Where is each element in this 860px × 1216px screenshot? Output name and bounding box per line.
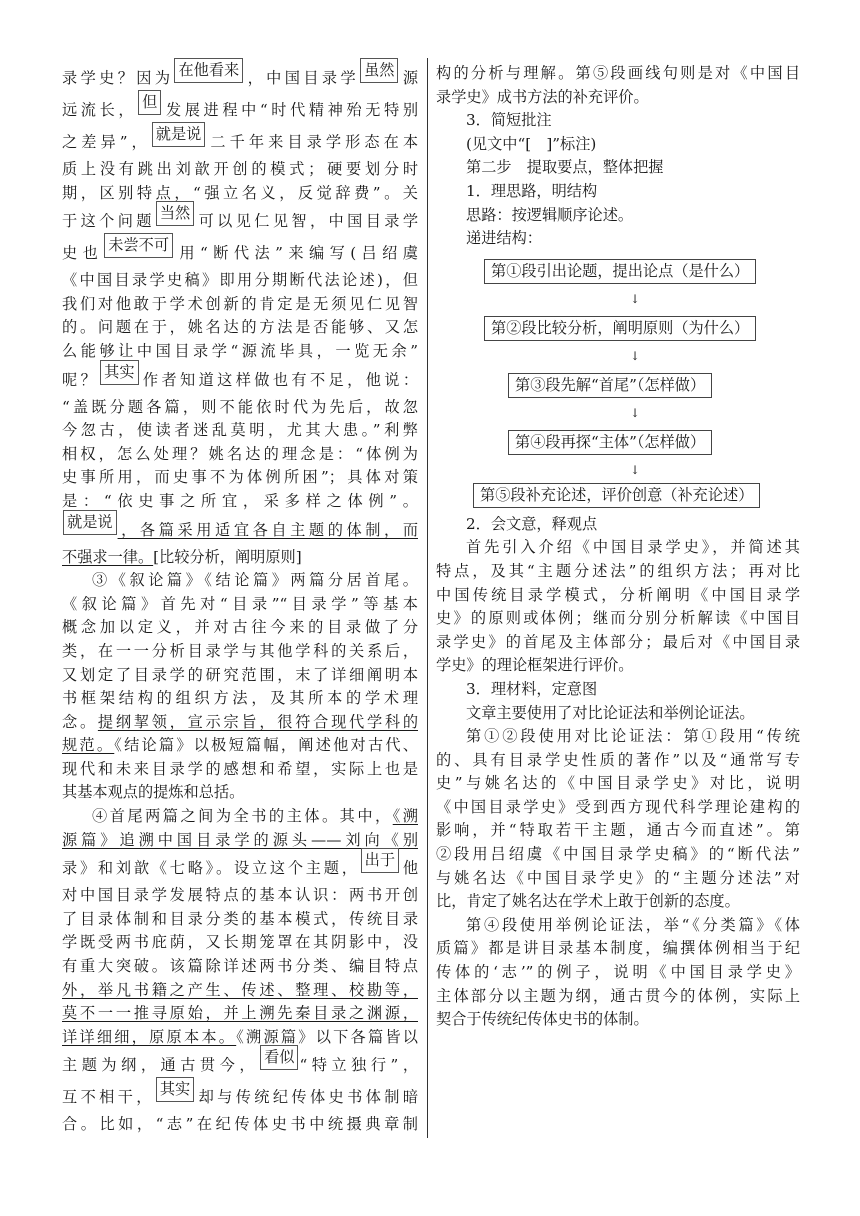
text-line: 特点，及其“主题分述法”的组织方法；再对比 (436, 561, 800, 580)
underlined-sentence: 追溯中国目录学的源头——刘向《别 (119, 830, 419, 849)
text-line: 学史》的理论框架进行评价。 (436, 656, 634, 675)
text-line: 构的分析与理解。第⑤段画线句则是对《中国目 (436, 64, 800, 82)
boxed-connective: 就是说 (63, 510, 117, 535)
section-heading: 1．理思路，明结构 (466, 181, 598, 200)
text-line: 么能够让中国目录学“源流毕具，一览无余” (62, 341, 418, 360)
text-line (62, 546, 418, 570)
boxed-connective: 未尝不可 (104, 233, 173, 258)
text-line: 传体的‘志’”的例子，说明《中国目录学史》 (436, 963, 800, 982)
section-heading: 3．理材料，定意图 (466, 679, 598, 698)
text-line: 远流长， 但 发展进程中“时代精神殆无特别 (62, 94, 418, 126)
text-line: 录学史》的首尾及主体部分；最后对《中国目录 (436, 632, 800, 651)
boxed-connective: 就是说 (152, 122, 206, 147)
flow-step-2: 第②段比较分析，阐明原则（为什么） (484, 316, 756, 341)
text-line: 之差异”， 就是说 二千年来目录学形态在本 (62, 126, 418, 158)
text-line: 书框架结构的组织方法，及其所本的学术理 (62, 689, 418, 708)
text-line: 合。比如，“志”在纪传体史书中统摄典章制 (62, 1115, 418, 1134)
text-line: 史》的原则或体例；继而分别分析解读《中国目 (436, 609, 800, 628)
section-heading: 2．会文意，释观点 (466, 514, 598, 533)
boxed-connective: 看似 (260, 1045, 298, 1070)
text-line: 文章主要使用了对比论证法和举例论证法。 (466, 703, 755, 722)
text-line: 《中国目录学史稿》即用分期断代法论述)，但 (62, 271, 418, 290)
text-line: 类，在一一分析目录学与其他学科的关系后， (62, 641, 418, 660)
underlined-sentence: 外，举凡书籍之产生、传述、整理、校勘等， (62, 980, 418, 999)
text-line: 主题为纲，通古贯今， 看似 “特立独行”， (62, 1049, 418, 1081)
section-heading: 第二步 提取要点，整体把握 (466, 158, 664, 177)
text-line: 史也 未尝不可 用“断代法”来编写(吕绍虞 (62, 237, 418, 269)
underlined-sentence: 莫不一一推寻原始，并上溯先秦目录之渊源， (62, 1004, 418, 1023)
text-line: 概念加以定义，并对古往今来的目录做了分 (62, 618, 418, 637)
flow-step-5: 第⑤段补充论述，评价创意（补充论述） (473, 483, 760, 508)
boxed-connective: 但 (138, 90, 161, 115)
text-line: 《叙论篇》首先对“目录”“目录学”等基本 (62, 594, 418, 613)
left-column (62, 62, 418, 1137)
text-line: 的。问题在于，姚名达的方法是否能够、又怎 (62, 318, 418, 337)
text-line: 了目录体制和目录分类的基本模式，传统目录 (62, 909, 418, 928)
section-heading: 3．简短批注 (466, 111, 552, 130)
boxed-connective: 其实 (100, 360, 138, 385)
text-line: 有重大突破。该篇除详述两书分类、编目特点 (62, 957, 418, 976)
text-line: 比，肯定了姚名达在学术上敢于创新的态度。 (436, 892, 740, 911)
text-line: 互不相干， 其实 却与传统纪传体史书体制暗 (62, 1081, 418, 1113)
text-line: 其基本观点的提炼和总括。 (62, 783, 245, 802)
text-line: 《中国目录学史》受到西方现代科学理论建构的 (436, 797, 800, 816)
underlined-sentence: 源篇》 (62, 830, 120, 849)
text-line: 学既受两书庇荫，又长期笼罩在其阴影中，没 (62, 933, 418, 952)
underlined-sentence: 规范。 (62, 736, 115, 755)
flow-step-4: 第④段再探“主体”（怎样做） (508, 430, 712, 455)
text-line: 中国传统目录学模式，分析阐明《中国目录学 (436, 585, 800, 604)
text-line: 录》和刘歆《七略》。设立这个主题， 出于 他 (62, 852, 418, 884)
flow-step-1: 第①段引出论题，提出论点（是什么） (484, 259, 756, 284)
text-line: 与姚名达《中国目录学史》的“主题分述法”对 (436, 868, 800, 887)
down-arrow-icon: ↓ (629, 291, 641, 306)
text-line: 于这个问题 当然 可以见仁见智，中国目录学 (62, 205, 418, 237)
text-line: 主体部分以主题为纲，通古贯今的体例，实际上 (436, 986, 800, 1005)
underlined-sentence: 详详细细，原原本本。 (62, 1027, 237, 1046)
underlined-sentence: ，各篇采用适宜各自主题的体制，而 (117, 520, 418, 539)
text-line: 念。提纲挈领，宣示宗旨，很符合现代学科的 (62, 712, 418, 731)
text-line: 详详细细，原原本本。《溯源篇》以下各篇皆以 (62, 1027, 418, 1046)
text-line: 今忽古，使读者迷乱莫明，尤其大患。”利弊 (62, 421, 418, 440)
boxed-connective: 当然 (156, 201, 194, 226)
text-line: 录学史》成书方法的补充评价。 (436, 87, 649, 106)
underlined-sentence: 不强求一律。 (62, 547, 154, 566)
text-line: 递进结构： (466, 229, 542, 248)
paragraph-start: ④首尾两篇之间为全书的主体。其中，《溯 (92, 807, 418, 826)
flow-step-3: 第③段先解“首尾”（怎样做） (508, 373, 712, 398)
boxed-connective: 在他看来 (174, 58, 243, 83)
text-line: 史”与姚名达的《中国目录学史》对比，说明 (436, 774, 800, 793)
text-line (62, 514, 418, 546)
text-line: 是：“依史事之所宜，采多样之体例”。 (62, 491, 418, 510)
text-line: 相权，怎么处理？姚名达的理念是：“体例为 (62, 444, 418, 463)
structure-flowchart (436, 253, 800, 503)
underlined-sentence: 《溯 (392, 807, 418, 826)
text-line: 现代和未来目录学的感想和希望，实际上也是 (62, 759, 418, 778)
boxed-connective: 其实 (156, 1077, 194, 1102)
text-line: (见文中“[ ]”标注) (466, 134, 597, 153)
boxed-connective: 虽然 (360, 58, 398, 83)
paragraph-start: 首先引入介绍《中国目录学史》，并简述其 (466, 538, 800, 557)
text-line: 对中国目录学发展特点的基本认识：两书开创 (62, 886, 418, 905)
text-line: 契合于传统纪传体史书的体制。 (436, 1010, 649, 1029)
down-arrow-icon: ↓ (629, 348, 641, 363)
text-line: 呢？ 其实 作者知道这样做也有不足，他说： (62, 364, 418, 396)
text-line: 又划定了目录学的研究范围，末了详细阐明本 (62, 665, 418, 684)
text-line: 质上没有跳出刘歆开创的模式；硬要划分时 (62, 160, 418, 178)
down-arrow-icon: ↓ (629, 462, 641, 477)
annotation: [比较分析，阐明原则] (153, 547, 302, 566)
text-line: 的、具有目录学史性质的著作”以及“通常写专 (436, 750, 800, 769)
text-line: 期，区别特点，“强立名义，反觉辞费”。关 (62, 183, 418, 202)
paragraph-start: 第①②段使用对比论证法：第①段用“传统 (466, 727, 800, 746)
text-line: ②段用吕绍虞《中国目录学史稿》的“断代法” (436, 845, 800, 864)
underlined-sentence: 提纲挈领，宣示宗旨，很符合现代学科的 (97, 712, 418, 731)
paragraph-start: ③《叙论篇》《结论篇》两篇分居首尾。 (92, 571, 418, 590)
text-line: 规范。《结论篇》以极短篇幅，阐述他对古代、 (62, 736, 418, 755)
boxed-connective: 出于 (361, 848, 399, 873)
paragraph-start: 第④段使用举例论证法，举“《分类篇》《体 (466, 915, 800, 934)
right-column (436, 62, 800, 1032)
text-line: 质篇》都是讲目录基本制度，编撰体例相当于纪 (436, 939, 800, 958)
column-divider (427, 58, 428, 1138)
text-line: 录学史？因为 在他看来 ，中国目录学 虽然 源 (62, 62, 418, 94)
text-line: 史事所用，而史事不为体例所困”；具体对策 (62, 468, 418, 487)
text-line: 思路：按逻辑顺序论述。 (466, 205, 634, 224)
down-arrow-icon: ↓ (629, 405, 641, 420)
text-line: 影响，并“特取若干主题，通古今而直述”。第 (436, 821, 800, 840)
text-line: 我们对他敢于学术创新的肯定是无须见仁见智 (62, 294, 418, 313)
text-line: “盖既分题各篇，则不能依时代为先后，故忽 (62, 397, 418, 416)
